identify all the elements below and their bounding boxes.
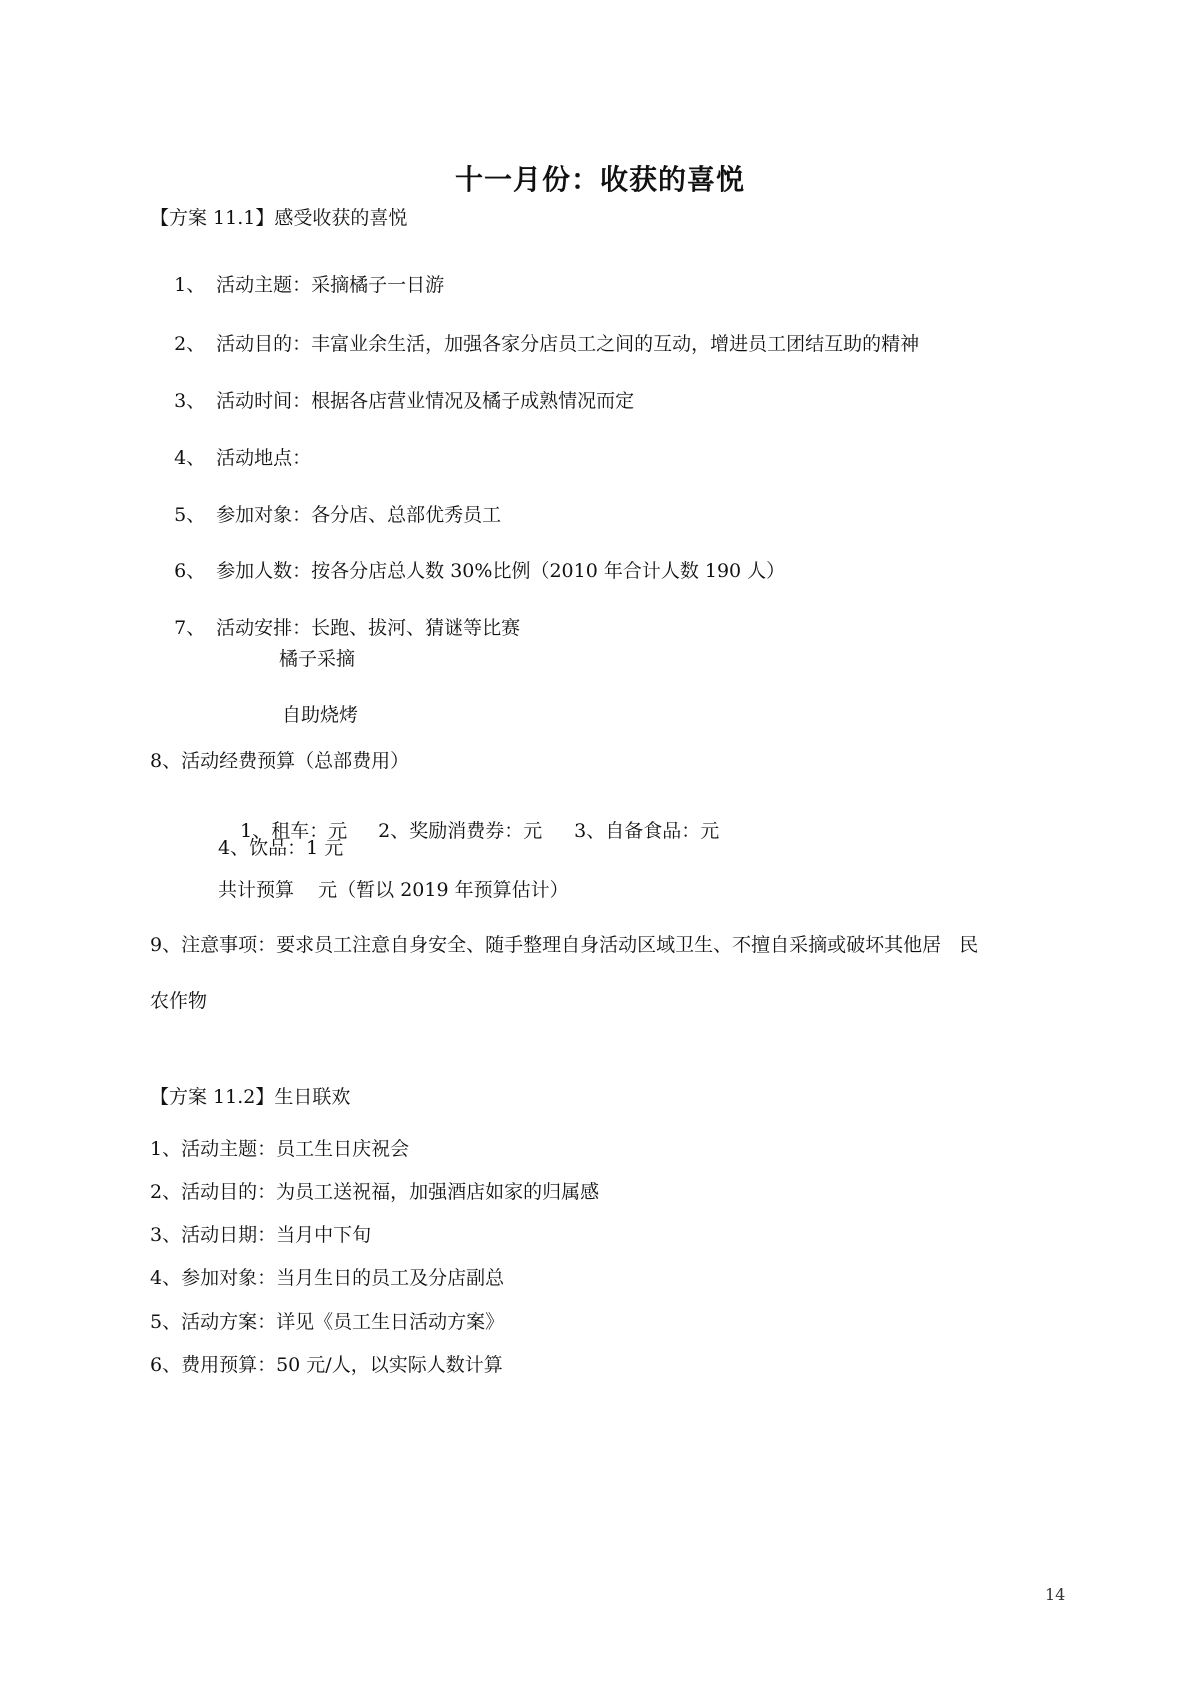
notes-line: 农作物 [150, 990, 208, 1012]
item-number: 1、 [174, 274, 206, 296]
item-number: 2、 [174, 333, 206, 355]
page-title: 十一月份：收获的喜悦 [454, 163, 745, 196]
arrangement-sub-item: 橘子采摘 [279, 648, 356, 670]
budget-total: 共计预算 元（暂以 2019 年预算估计） [218, 879, 569, 901]
plan-2-item: 1、活动主题：员工生日庆祝会 [150, 1138, 410, 1160]
item-text: 活动地点： [216, 447, 312, 469]
item-text: 活动目的：丰富业余生活，加强各家分店员工之间的互动，增进员工团结互助的精神 [216, 333, 920, 355]
plan-2-header: 【方案 11.2】生日联欢 [150, 1086, 351, 1108]
budget-item: 1、租车：元 [240, 820, 348, 842]
plan-2-item: 6、费用预算：50 元/人，以实际人数计算 [150, 1354, 503, 1376]
notes-line: 9、注意事项：要求员工注意自身安全、随手整理自身活动区域卫生、不擅自采摘或破坏其他居 民 [150, 934, 979, 956]
item-text: 参加人数：按各分店总人数 30%比例（2010 年合计人数 190 人） [216, 560, 786, 582]
page-number: 14 [1045, 1585, 1066, 1604]
item-text: 参加对象：各分店、总部优秀员工 [216, 504, 502, 526]
item-text: 活动时间：根据各店营业情况及橘子成熟情况而定 [216, 390, 635, 412]
budget-header: 8、活动经费预算（总部费用） [150, 750, 410, 772]
plan-2-item: 2、活动目的：为员工送祝福，加强酒店如家的归属感 [150, 1181, 600, 1203]
arrangement-sub-item: 自助烧烤 [282, 704, 359, 726]
budget-item: 2、奖励消费券：元 [378, 820, 543, 842]
plan-2-item: 4、参加对象：当月生日的员工及分店副总 [150, 1267, 505, 1289]
plan-2-item: 5、活动方案：详见《员工生日活动方案》 [150, 1311, 505, 1333]
plan-1-header: 【方案 11.1】感受收获的喜悦 [150, 207, 408, 229]
item-number: 3、 [174, 390, 206, 412]
budget-row: 4、饮品：1 元 [218, 837, 344, 859]
plan-2-item: 3、活动日期：当月中下旬 [150, 1224, 372, 1246]
item-number: 6、 [174, 560, 206, 582]
item-number: 5、 [174, 504, 206, 526]
item-number: 4、 [174, 447, 206, 469]
item-number: 7、 [174, 617, 206, 639]
item-text: 活动主题：采摘橘子一日游 [216, 274, 445, 296]
item-text: 活动安排：长跑、拔河、猜谜等比赛 [216, 617, 521, 639]
budget-item: 3、自备食品：元 [574, 820, 720, 842]
